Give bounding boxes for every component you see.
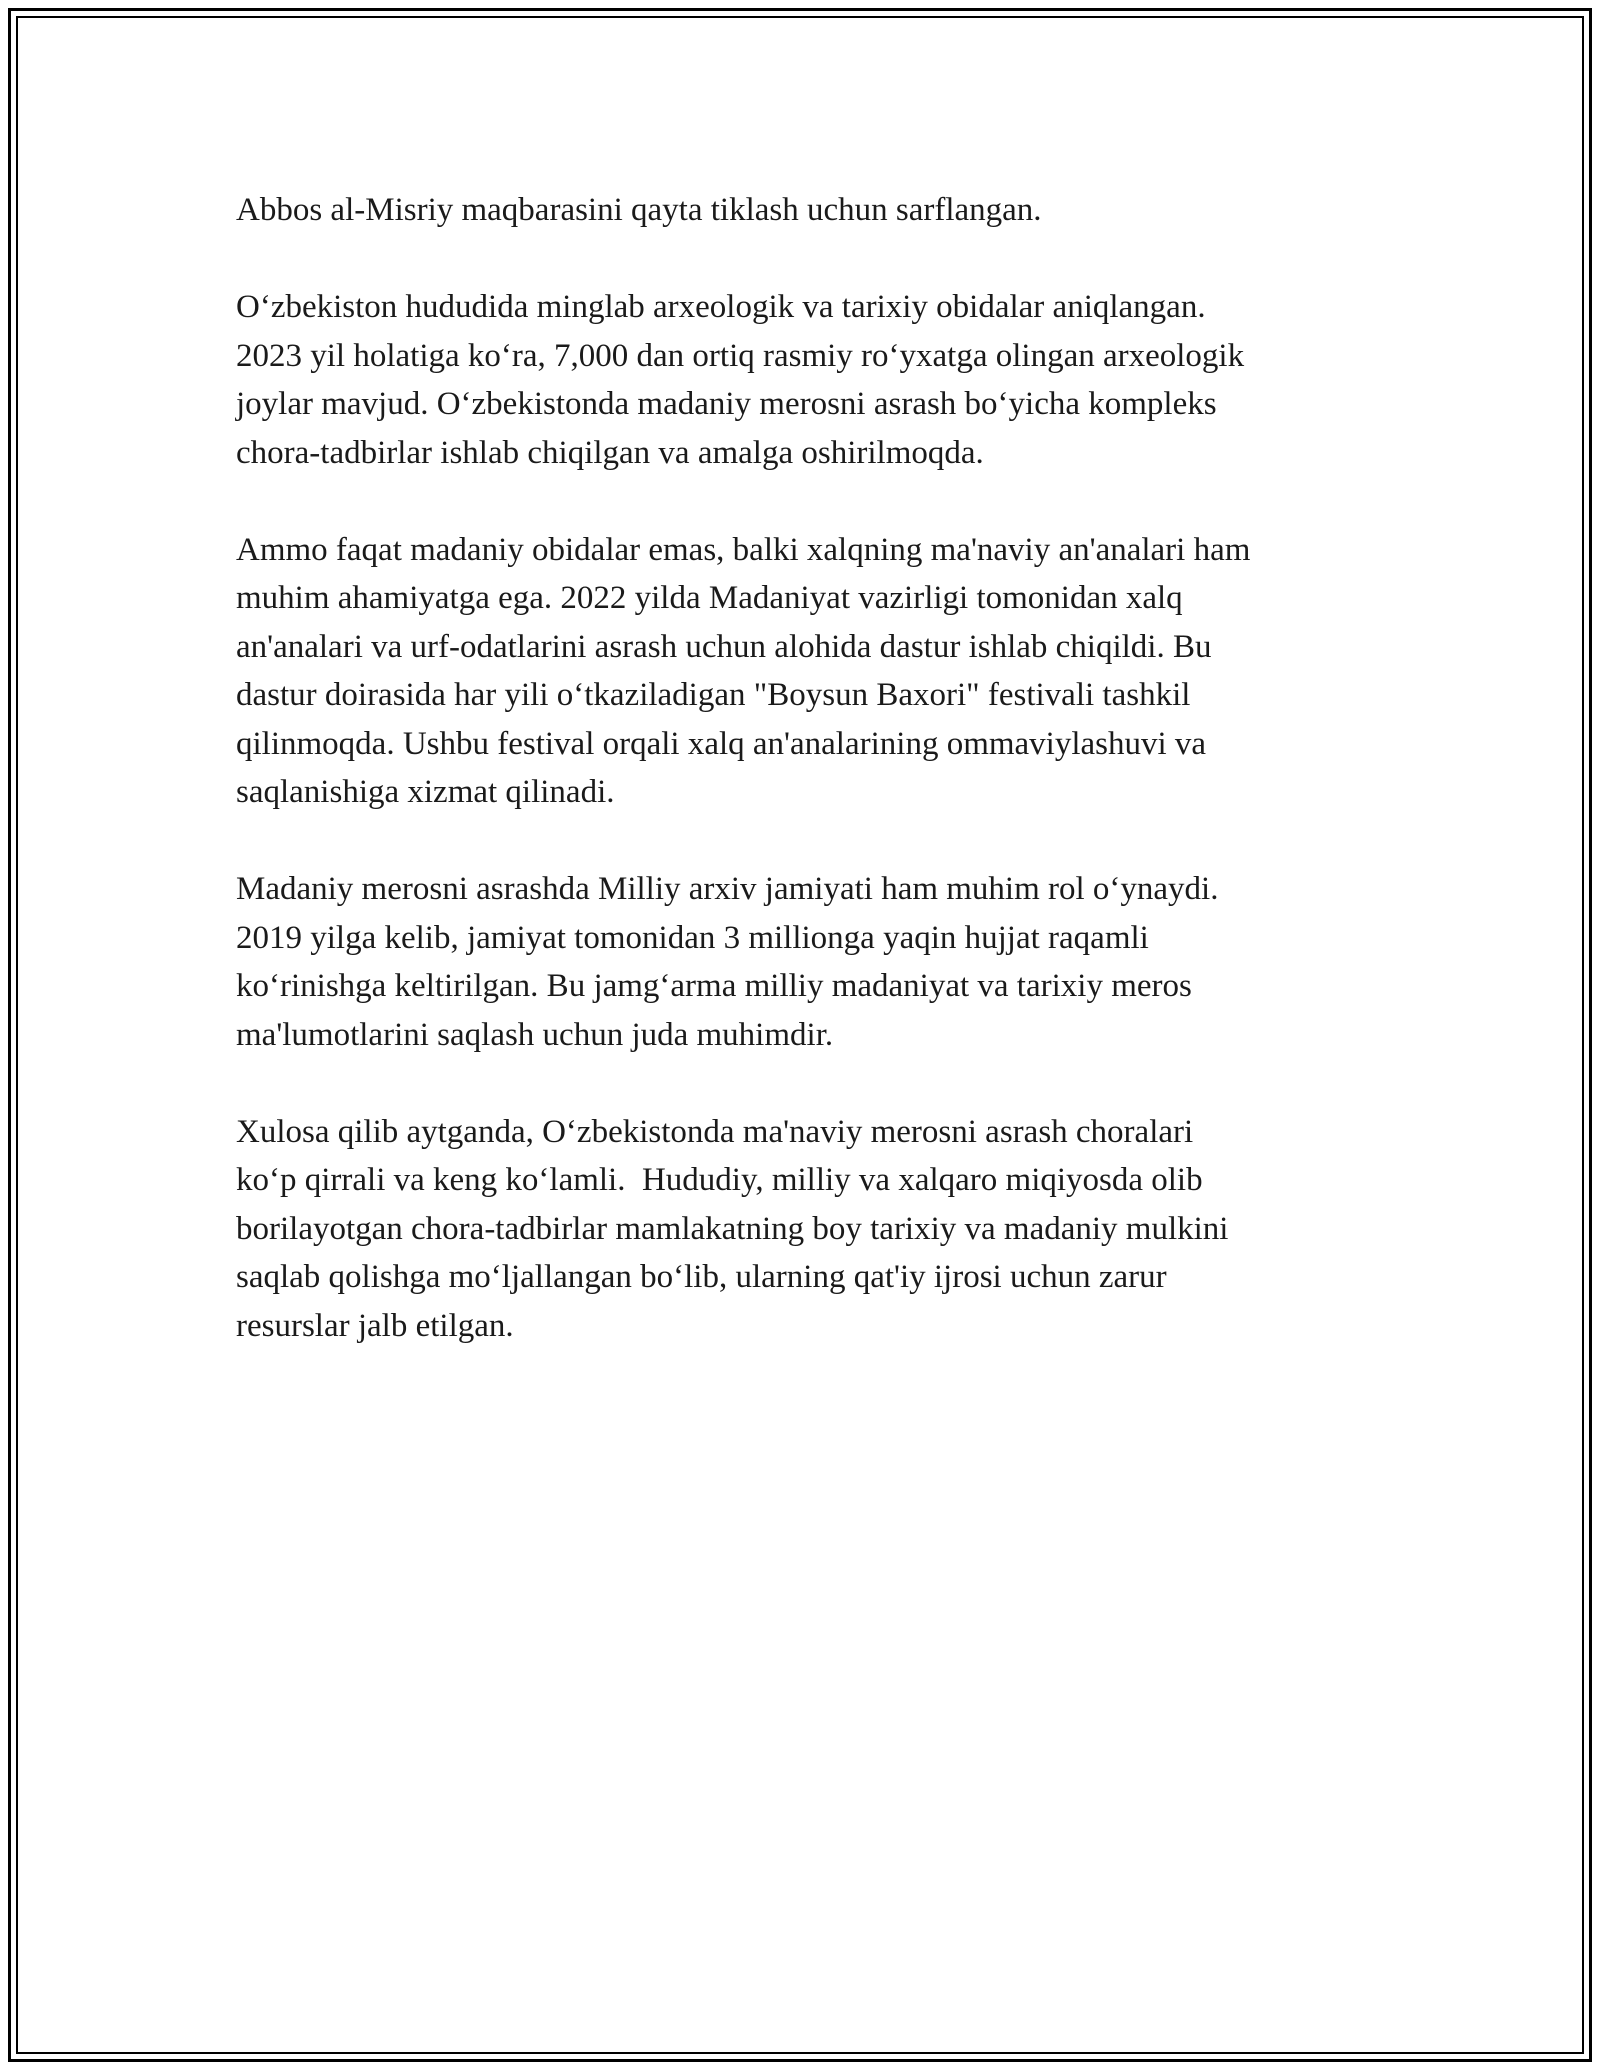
text-line: ko‘p qirrali va keng ko‘lamli. Hududiy, milliy va xalqaro miqiyosda olib bbox=[236, 1162, 1203, 1198]
text-line: saqlanishiga xizmat qilinadi. bbox=[236, 774, 615, 810]
paragraph-2 bbox=[236, 283, 1386, 477]
text-line: Madaniy merosni asrashda Milliy arxiv jamiyati ham muhim rol o‘ynaydi. bbox=[236, 871, 1219, 907]
text-line: saqlab qolishga mo‘ljallangan bo‘lib, ularning qat'iy ijrosi uchun zarur bbox=[236, 1259, 1167, 1295]
text-line: ma'lumotlarini saqlash uchun juda muhimdir. bbox=[236, 1016, 834, 1053]
text-line: an'analari va urf-odatlarini asrash uchun alohida dastur ishlab chiqildi. Bu bbox=[236, 628, 1212, 665]
text-line: qilinmoqda. Ushbu festival orqali xalq an'analarining ommaviylashuvi va bbox=[236, 725, 1207, 762]
text-line: Xulosa qilib aytganda, O‘zbekistonda ma'naviy merosni asrash choralari bbox=[236, 1113, 1194, 1150]
text-line: resurslar jalb etilgan. bbox=[236, 1307, 514, 1344]
paragraph-4 bbox=[236, 865, 1386, 1059]
text-line: O‘zbekiston hududida minglab arxeologik va tarixiy obidalar aniqlangan. bbox=[236, 289, 1206, 325]
text-line: dastur doirasida har yili o‘tkaziladigan "Boysun Baxori" festivali tashkil bbox=[236, 677, 1191, 713]
paragraph-1 bbox=[236, 186, 1386, 235]
text-line: joylar mavjud. O‘zbekistonda madaniy merosni asrash bo‘yicha kompleks bbox=[236, 386, 1217, 422]
paragraph-5 bbox=[236, 1108, 1386, 1351]
paragraph-3 bbox=[236, 526, 1386, 817]
text-line: muhim ahamiyatga ega. 2022 yilda Madaniyat vazirligi tomonidan xalq bbox=[236, 580, 1183, 616]
text-line: 2019 yilga kelib, jamiyat tomonidan 3 millionga yaqin hujjat raqamli bbox=[236, 919, 1149, 956]
document-body bbox=[236, 186, 1386, 1399]
text-line: Abbos al-Misriy maqbarasini qayta tiklash uchun sarflangan. bbox=[236, 192, 1042, 228]
text-line: borilayotgan chora-tadbirlar mamlakatning boy tarixiy va madaniy mulkini bbox=[236, 1210, 1229, 1247]
text-line: 2023 yil holatiga ko‘ra, 7,000 dan ortiq rasmiy ro‘yxatga olingan arxeologik bbox=[236, 337, 1245, 374]
text-line: Ammo faqat madaniy obidalar emas, balki xalqning ma'naviy an'analari ham bbox=[236, 531, 1251, 568]
text-line: chora-tadbirlar ishlab chiqilgan va amalga oshirilmoqda. bbox=[236, 434, 984, 471]
text-line: ko‘rinishga keltirilgan. Bu jamg‘arma milliy madaniyat va tarixiy meros bbox=[236, 968, 1192, 1004]
